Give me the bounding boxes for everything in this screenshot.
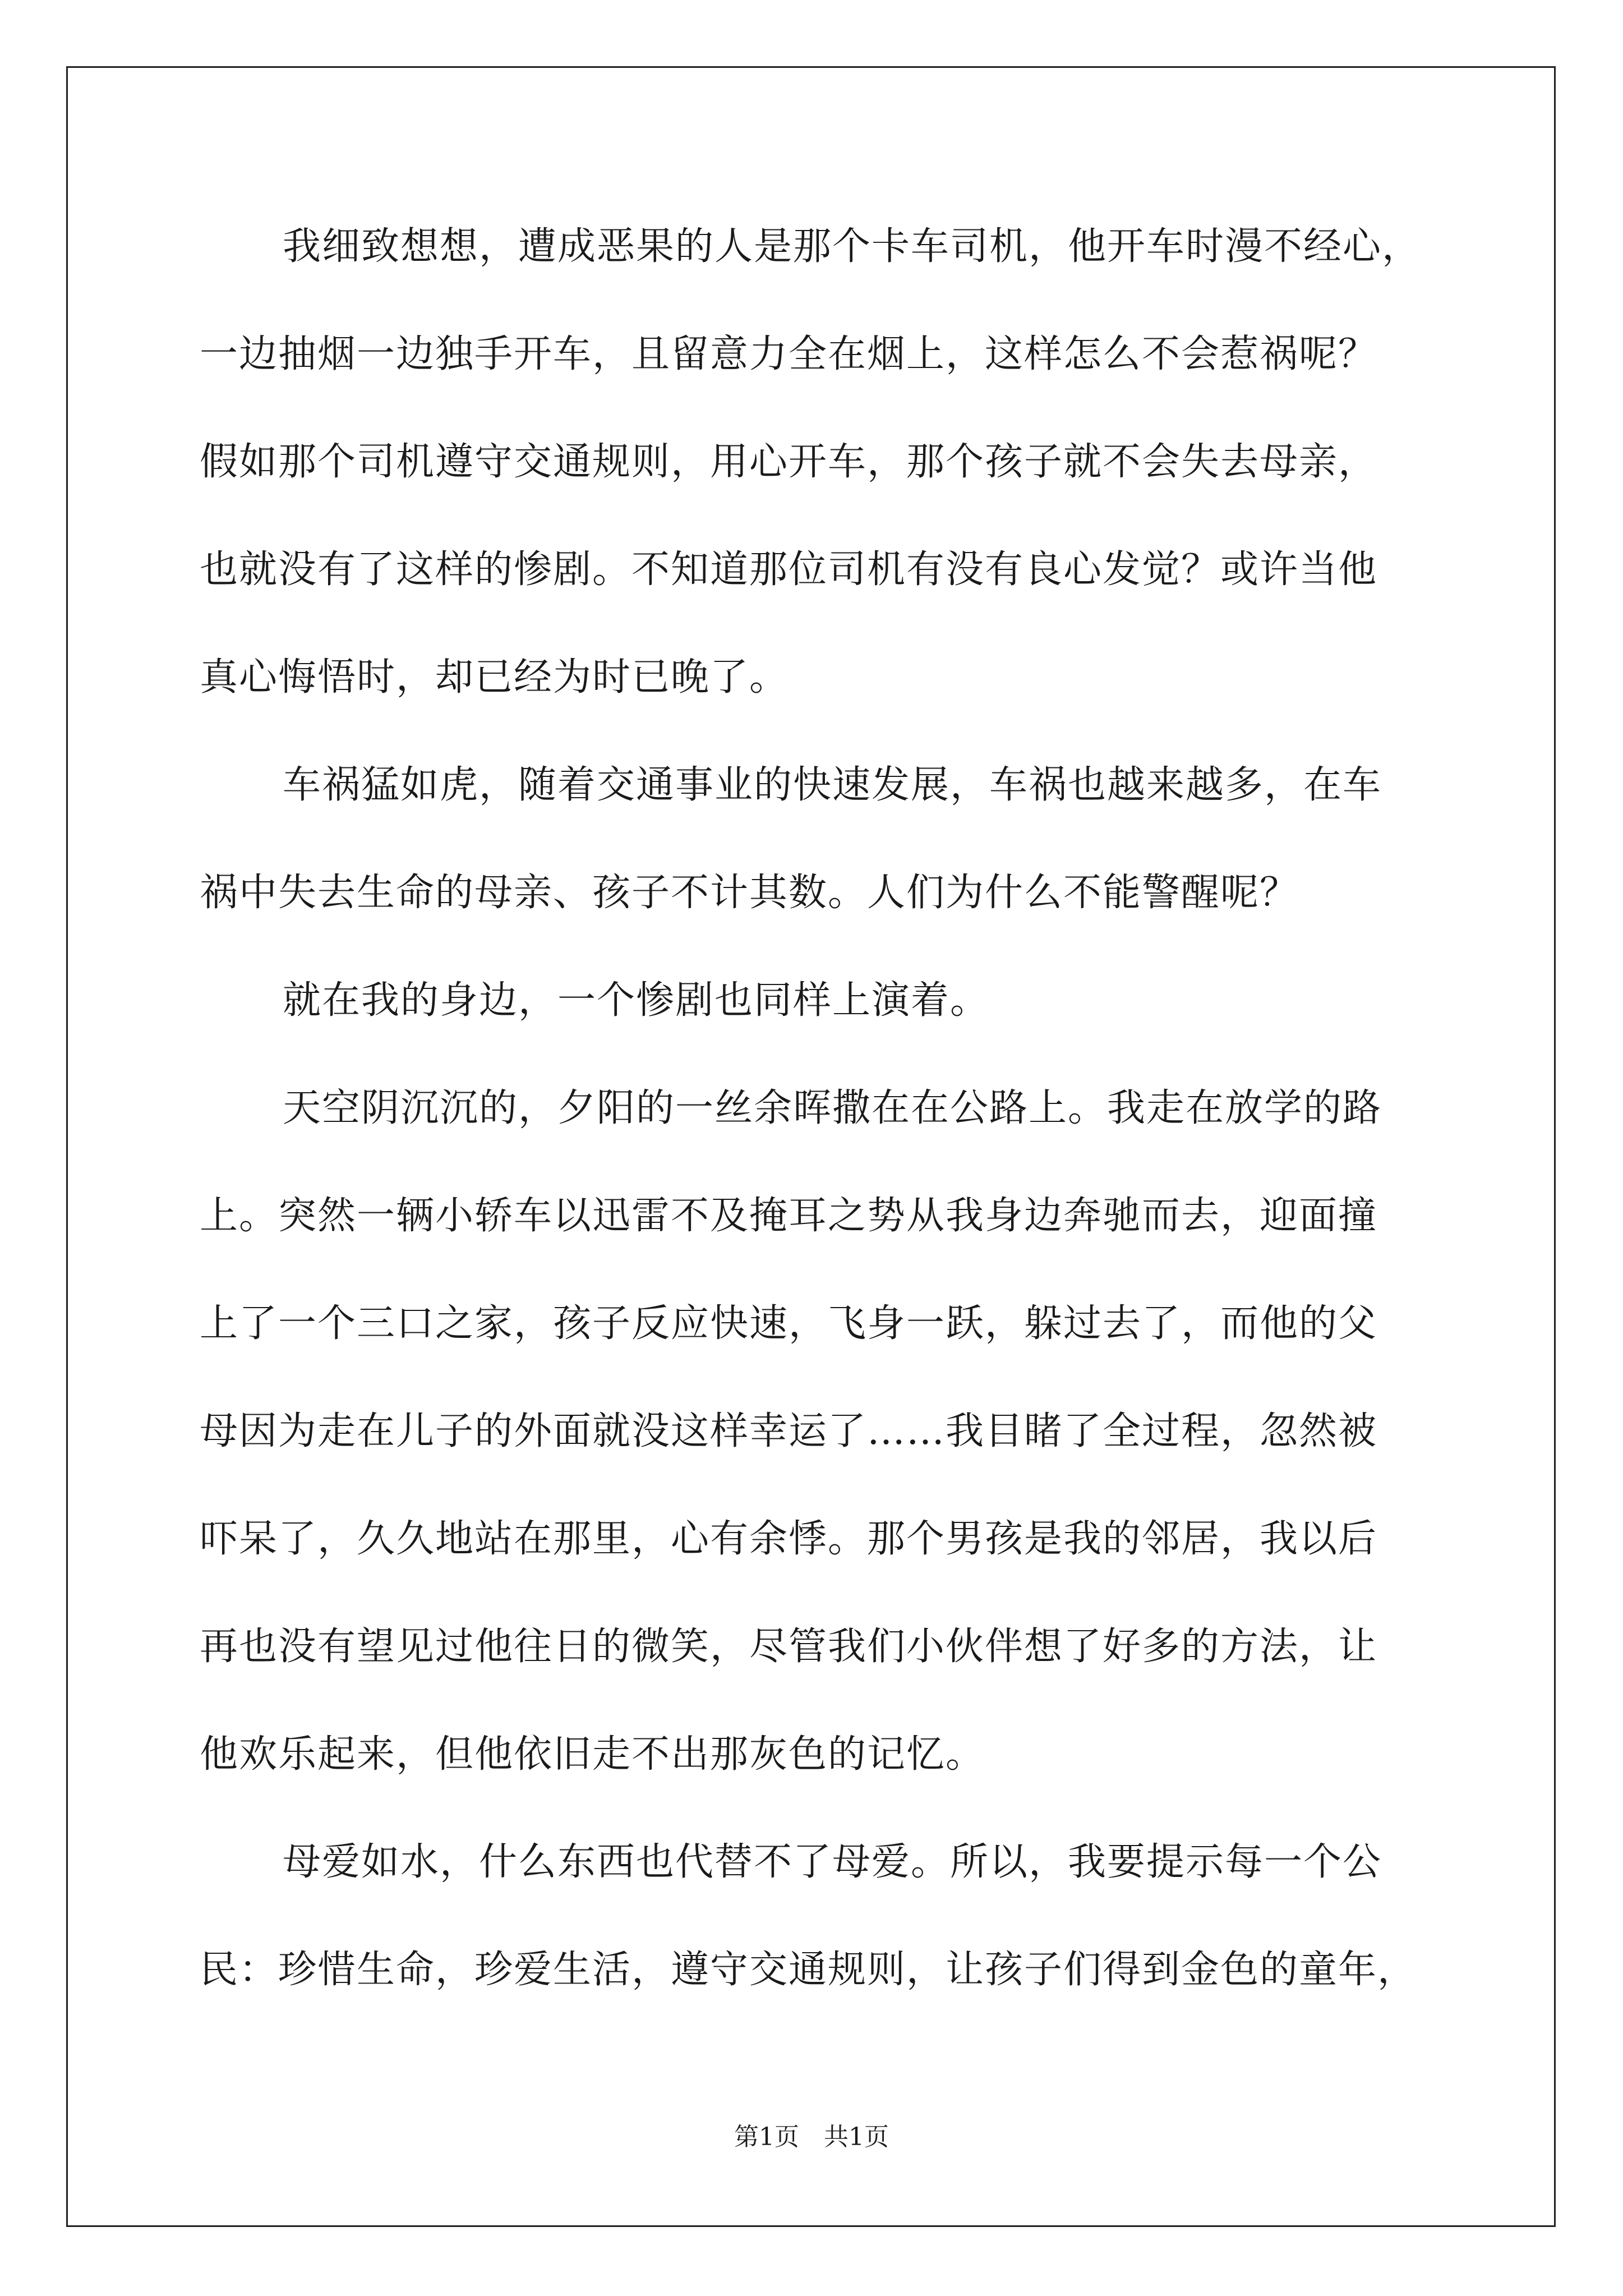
paragraph-1-line-1: 我细致想想，遭成恶果的人是那个卡车司机，他开车时漫不经心， [283, 224, 1422, 269]
paragraph-1-line-5: 真心悔悟时，却已经为时已晚了。 [200, 655, 789, 700]
paragraph-4-line-5: 吓呆了，久久地站在那里，心有余悸。那个男孩是我的邻居，我以后 [200, 1517, 1378, 1561]
paragraph-4-line-4: 母因为走在儿子的外面就没这样幸运了……我目睹了全过程，忽然被 [200, 1409, 1378, 1453]
paragraph-3-line-1: 就在我的身边，一个惨剧也同样上演着。 [283, 978, 990, 1023]
paragraph-4-line-6: 再也没有望见过他往日的微笑，尽管我们小伙伴想了好多的方法，让 [200, 1625, 1378, 1669]
paragraph-1-line-2: 一边抽烟一边独手开车，且留意力全在烟上，这样怎么不会惹祸呢？ [200, 332, 1378, 376]
paragraph-1-line-4: 也就没有了这样的惨剧。不知道那位司机有没有良心发觉？或许当他 [200, 547, 1378, 592]
paragraph-4-line-7: 他欢乐起来，但他依旧走不出那灰色的记忆。 [200, 1732, 985, 1777]
paragraph-2-line-1: 车祸猛如虎，随着交通事业的快速发展，车祸也越来越多，在车 [283, 763, 1382, 807]
page-number-footer: 第1页 共1页 [734, 2123, 889, 2151]
paragraph-5-line-1: 母爱如水，什么东西也代替不了母爱。所以，我要提示每一个公 [283, 1840, 1382, 1884]
paragraph-1-line-3: 假如那个司机遵守交通规则，用心开车，那个孩子就不会失去母亲， [200, 440, 1378, 484]
paragraph-5-line-2: 民：珍惜生命，珍爱生活，遵守交通规则，让孩子们得到金色的童年， [200, 1948, 1417, 1992]
paragraph-4-line-2: 上。突然一辆小轿车以迅雷不及掩耳之势从我身边奔驰而去，迎面撞 [200, 1194, 1378, 1238]
paragraph-2-line-2: 祸中失去生命的母亲、孩子不计其数。人们为什么不能警醒呢？ [200, 871, 1299, 915]
page-border [66, 66, 1556, 2227]
paragraph-4-line-1: 天空阴沉沉的，夕阳的一丝余晖撒在在公路上。我走在放学的路 [283, 1086, 1382, 1130]
paragraph-4-line-3: 上了一个三口之家，孩子反应快速，飞身一跃，躲过去了，而他的父 [200, 1301, 1378, 1346]
